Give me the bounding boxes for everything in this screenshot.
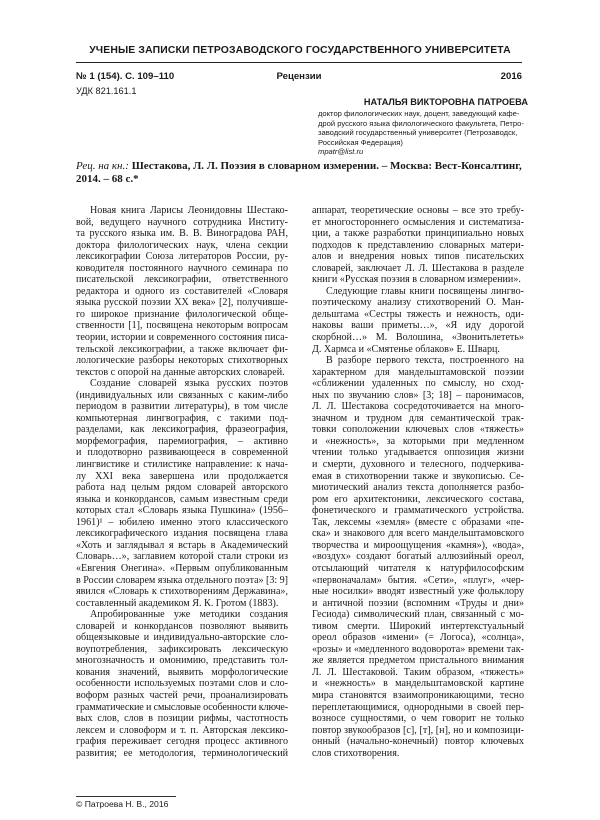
text-line: воформ разных частей речи, проанализировать [76, 689, 288, 701]
paragraph [76, 378, 288, 609]
text-line: ственности [1], посвящена некоторым вопросам [76, 320, 288, 332]
text-line: лексикографии Союза литераторов России, ру- [76, 251, 288, 263]
text-line: значном и трудном для семантической трак- [312, 412, 524, 424]
text-line: (индивидуальных или связанных с каким-либо [76, 389, 288, 401]
text-line: лингвистике и стилистике направление: к нача- [76, 459, 288, 471]
text-line: товки соположении ключевых слов «тяжесть» [312, 424, 524, 436]
text-line: Апробированные уже методики создания [90, 609, 288, 621]
text-line: ководителя постоянного научного семинара по [76, 262, 288, 274]
text-line: «первоначалам» бытия. «Сети», «плуг», «чер- [312, 574, 524, 586]
text-line: Л. Л. Шестакова сосредоточивается на много- [312, 401, 524, 413]
issue-number: № 1 (154). С. 109–110 [76, 71, 175, 82]
text-line: повтор звукообразов [с], [т], [н], но и композици- [312, 724, 524, 736]
text-line: компьютерная лингвография, с такими под- [76, 412, 288, 424]
paragraph [76, 609, 288, 759]
text-line: ных по звучанию слов» [3; 18] – паронимасов, [312, 389, 524, 401]
text-line: Д. Хармса и «Смятенье облаков» Е. Шварц. [312, 343, 500, 355]
footer-divider [76, 796, 176, 797]
text-line: «Евгения Онегина». «Первым опубликованным [76, 562, 288, 574]
text-line: морфемография, паремиография, – активно [76, 435, 288, 447]
text-line: и «нежность» в мандельштамовской картине [312, 678, 524, 690]
text-line: «розы» и «медленного водоворота» времени так- [312, 643, 524, 655]
text-line: Следующие главы книги посвящены лингво- [326, 285, 524, 297]
author-affiliation-line: заводский государственный университет (Петрозаводск, [318, 128, 518, 138]
text-line: В разборе первого текста, построенного на [326, 355, 524, 367]
right-text-column [312, 205, 524, 759]
author-name: НАТАЛЬЯ ВИКТОРОВНА ПАТРОЕВА [363, 97, 528, 107]
author-affiliation-line: Российская Федерация) [318, 137, 403, 147]
text-line: тельской лексикографии, а также включает фи- [76, 343, 288, 355]
text-line: ные носилки» вводят известный уже фольклору [312, 586, 524, 598]
text-line: составленный академиком Я. К. Гротом (1883). [76, 597, 279, 609]
text-line: переплетающимися, однородными в своей пер- [312, 701, 524, 713]
text-line: лу XXI века завершена или продолжается [76, 470, 288, 482]
text-line: скорбной…» М. Волошина, «Звонитьлететь» [312, 332, 524, 344]
text-line: кования значений, выявить морфологические [76, 666, 288, 678]
section-name: Рецензии [276, 71, 322, 82]
text-line: периодом в развитии литературы), в том числе [76, 401, 288, 413]
text-line: «сближении удаленных по смыслу, но сход- [312, 378, 524, 390]
text-line: доктора филологических наук, члена секции [76, 239, 288, 251]
author-affiliation-line: дрой русского языка филологического факультета, Петро- [318, 118, 524, 128]
text-line: грамматические и смысловые особенности ключе- [76, 701, 288, 713]
text-line: дельштама «Сестры тяжесть и нежность, оди- [312, 308, 524, 320]
text-line: языка русской поэзии XX века» [2], получивше- [76, 297, 288, 309]
udk-code: УДК 821.161.1 [76, 86, 137, 96]
text-line: книги «Русская поэзия в словарном измерении». [312, 274, 521, 286]
text-line: и смерти, духовного и телесного, подчеркива- [312, 459, 524, 471]
text-line: развития; ее методология, терминологический [76, 747, 288, 759]
text-line: чтении только угадывается оппозиция жизни [312, 447, 524, 459]
text-line: воупотребления, зафиксировать лексическую [76, 643, 288, 655]
text-line: особенности используемых поэтами слов и сло- [76, 678, 288, 690]
text-line: же является предметом пристального внимания [312, 655, 524, 667]
text-line: аппарат, теоретические основы – все это требу- [312, 205, 524, 216]
copyright-note: © Патроева Н. В., 2016 [76, 799, 169, 809]
text-line: тивом смерти. Широкий интертекстуальный [312, 620, 524, 632]
text-line: лексем и словоформ и т. п. Авторская лексико- [76, 724, 288, 736]
text-line: подходов к представлению словарных матери- [312, 239, 524, 251]
text-line: возносе сущностями, о чем говорит не только [312, 713, 524, 725]
book-citation: Шестакова, Л. Л. Поэзия в словарном измерении. – Москва: Вест-Консалтинг, 2014. – 68 с.* [76, 160, 522, 185]
text-line: словарей, заключает Л. Л. Шестакова в разделе [312, 262, 524, 274]
text-line: вой, ведущего научного сотрудника Институ- [76, 216, 288, 228]
text-line: «воздух» создают богатый аллюзийный ореол, [312, 551, 524, 563]
paragraph [312, 355, 524, 759]
text-line: и плодотворно развивающееся в современной [76, 447, 288, 459]
text-line: мира становятся взаимопроникающими, тесно [312, 689, 524, 701]
text-line: и «нежность», за которыми при медленном [312, 435, 524, 447]
issue-meta-row [76, 71, 522, 85]
text-line: текстов с опорой на данные авторских словарей. [76, 366, 285, 378]
text-line: работа над целым рядом словарей авторского [76, 482, 288, 494]
review-prefix: Рец. на кн.: [76, 160, 129, 172]
text-line: графия переживает сегодня процесс активного [76, 736, 288, 748]
text-line: и античной поэзии (вспомним «Труды и дни» [312, 597, 524, 609]
text-line: лексикографического издания посвящена глава [76, 528, 288, 540]
text-line: алов и внедрения новых типов писательских [312, 251, 524, 263]
text-line: которых стал «Словарь языка Пушкина» (1956– [76, 505, 288, 517]
text-line: Так, лексемы «земля» (вместе с образами «пе- [312, 516, 524, 528]
text-line: та русского языка им. В. В. Виноградова РАН, [76, 228, 288, 240]
text-line: ет многостороннего осмысления и систематиза- [312, 216, 524, 228]
paragraph [312, 286, 524, 355]
journal-title: УЧЕНЫЕ ЗАПИСКИ ПЕТРОЗАВОДСКОГО ГОСУДАРСТВЕННОГО УНИВЕРСИТЕТА [89, 45, 511, 56]
text-line: редактора и одного из составителей «Словаря [76, 285, 288, 297]
paragraph [312, 205, 524, 286]
author-affiliation-line: доктор филологических наук, доцент, заведующий кафе- [318, 109, 520, 119]
text-line: онный (начально-конечный) повтор ключевых [312, 736, 524, 748]
text-line: «Хоть и заглядывал я встарь в Академический [76, 539, 288, 551]
left-text-column [76, 205, 288, 759]
text-line: поэтическому анализу стихотворений О. Ман- [312, 297, 524, 309]
text-line: Словарь…», заглавием которой стали строки из [76, 551, 288, 563]
text-line: Гесиода) символический план, связанный с мо- [312, 609, 524, 621]
author-block [318, 98, 528, 156]
text-line: многозначность и омонимию, представить тол- [76, 655, 288, 667]
text-line: фонетического и грамматического устройства. [312, 505, 524, 517]
text-line: го широкое признание филологической обще- [76, 308, 288, 320]
text-line: творчества и мироощущения «камня»), «вода», [312, 539, 524, 551]
text-line: явился «Словарь к стихотворениям Державина», [76, 586, 288, 598]
text-line: ореол образов «имени» (= Логоса), «солнца», [312, 632, 524, 644]
text-line: ции, а также разработки принципиально новых [312, 228, 524, 240]
text-line: лологические разборы некоторых стихотворных [76, 355, 288, 367]
text-line: в России словарем языка отдельного поэта» [3: 9] [76, 574, 288, 586]
text-line: характерном для мандельштамовской поэзии [312, 366, 524, 378]
text-line: слов стихотворения. [312, 747, 400, 759]
text-line: Создание словарей языка русских поэтов [90, 378, 288, 390]
text-line: писательской лексикографии, ответственного [76, 274, 288, 286]
text-line: емая в стихотворении также и звукописью. Се- [312, 470, 524, 482]
text-line: наковы ваши приметы…», «Я иду дорогой [312, 320, 524, 332]
reviewed-book-citation [76, 160, 522, 186]
text-line: ска» и знакового для всего мандельштамовского [312, 528, 524, 540]
text-line: 1961)¹ – юбилею именно этого классического [76, 516, 288, 528]
text-line: Л. Л. Шестаковой. Таким образом, «тяжесть» [312, 666, 524, 678]
text-line: ром его архитектоники, лексического состава, [312, 493, 524, 505]
author-email: mpatr@list.ru [318, 147, 364, 157]
header-divider [76, 62, 522, 63]
paragraph [76, 205, 288, 378]
text-line: вых слов, слов в позиции рифмы, частотность [76, 713, 288, 725]
text-line: разделами, как лексикография, фразеография, [76, 424, 288, 436]
text-line: языка и конкордансов, самым известным среди [76, 493, 288, 505]
text-line: Новая книга Ларисы Леонидовны Шестако- [90, 205, 288, 216]
text-line: общеязыковые и индивидуально-авторские сло- [76, 632, 288, 644]
text-line: миотический анализ текста дополняется разбо- [312, 482, 524, 494]
text-line: словарей и конкордансов позволяют выявить [76, 620, 288, 632]
text-line: теории, истории и современного состояния писа- [76, 332, 288, 344]
text-line: отсылающий читателя к натурфилософским [312, 562, 524, 574]
issue-year: 2016 [500, 71, 522, 82]
